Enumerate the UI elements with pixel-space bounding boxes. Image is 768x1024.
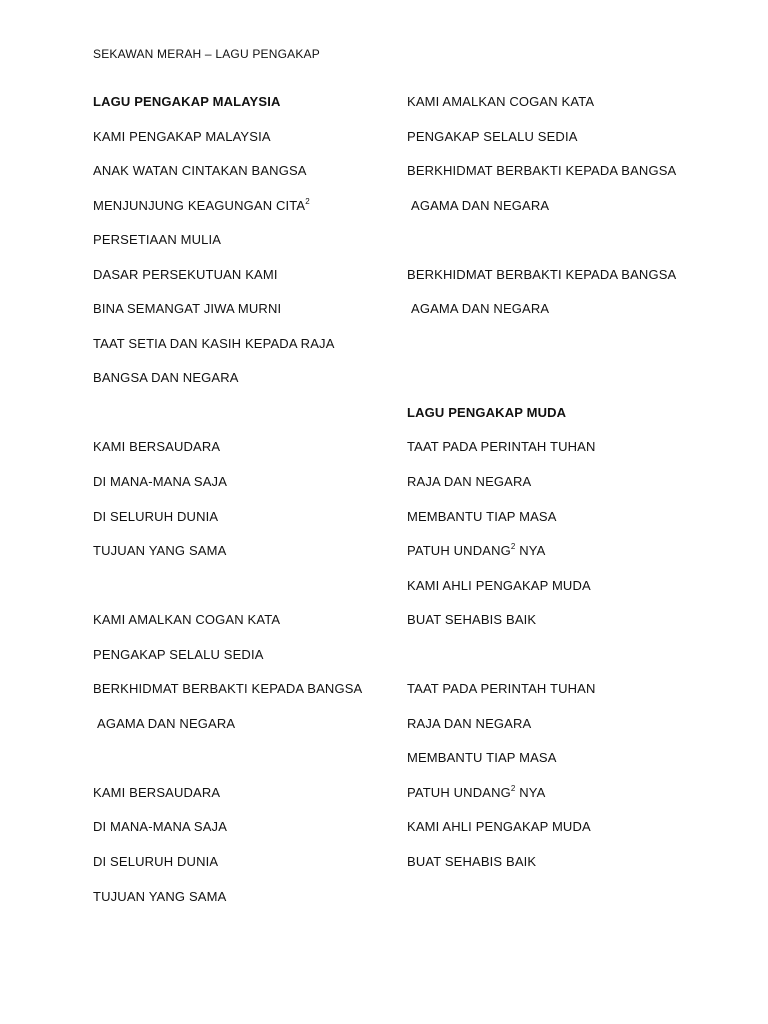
lyric-line xyxy=(93,509,393,544)
lyric-text: RAJA DAN NEGARA xyxy=(407,715,532,731)
lyric-line xyxy=(93,198,393,233)
song-title xyxy=(407,405,727,440)
lyric-line xyxy=(93,129,393,164)
lyric-text: PERSETIAAN MULIA xyxy=(93,232,222,248)
right-column xyxy=(407,94,727,889)
lyric-text: KAMI PENGAKAP MALAYSIA xyxy=(93,128,271,144)
lyric-line xyxy=(407,750,727,785)
lyric-text: PATUH UNDANG xyxy=(407,543,511,559)
superscript-marker: 2 xyxy=(510,542,516,552)
lyric-text: BUAT SEHABIS BAIK xyxy=(407,854,537,870)
song-title xyxy=(93,94,393,129)
lyric-line xyxy=(407,612,727,647)
lyric-text: KAMI AHLI PENGAKAP MUDA xyxy=(407,819,591,835)
lyric-line xyxy=(93,681,393,716)
lyric-line xyxy=(407,819,727,854)
lyric-line xyxy=(93,267,393,302)
lyric-line xyxy=(93,819,393,854)
lyric-line xyxy=(93,889,393,924)
blank-line xyxy=(407,370,727,405)
lyric-text: BERKHIDMAT BERBAKTI KEPADA BANGSA xyxy=(93,681,363,697)
lyric-line xyxy=(407,681,727,716)
lyric-line xyxy=(407,267,727,302)
lyric-line xyxy=(407,543,727,578)
lyric-line xyxy=(407,509,727,544)
blank-line xyxy=(93,405,393,440)
left-column xyxy=(93,94,393,923)
blank-line xyxy=(407,232,727,267)
lyric-line xyxy=(407,439,727,474)
lyric-line xyxy=(407,578,727,613)
lyric-line xyxy=(93,336,393,371)
lyric-text: PENGAKAP SELALU SEDIA xyxy=(93,646,264,662)
lyric-line xyxy=(93,785,393,820)
lyric-line xyxy=(93,647,393,682)
lyric-line xyxy=(93,854,393,889)
lyric-line xyxy=(407,785,727,820)
lyric-text: BERKHIDMAT BERBAKTI KEPADA BANGSA xyxy=(407,266,677,282)
lyric-line xyxy=(93,612,393,647)
lyric-line xyxy=(407,198,727,233)
lyric-line xyxy=(407,854,727,889)
lyric-text: TUJUAN YANG SAMA xyxy=(93,543,227,559)
lyric-text: DI SELURUH DUNIA xyxy=(93,854,219,870)
lyric-text: LAGU PENGAKAP MALAYSIA xyxy=(93,94,281,109)
lyric-text: MEMBANTU TIAP MASA xyxy=(407,508,557,524)
lyric-text: MEMBANTU TIAP MASA xyxy=(407,750,557,766)
lyric-text: LAGU PENGAKAP MUDA xyxy=(407,404,567,420)
lyric-line xyxy=(93,370,393,405)
lyric-text: DI MANA-MANA SAJA xyxy=(93,474,228,490)
lyric-text: KAMI AHLI PENGAKAP MUDA xyxy=(407,577,591,593)
lyric-line xyxy=(93,474,393,509)
superscript-marker: 2 xyxy=(510,783,516,793)
lyric-line xyxy=(407,129,727,164)
blank-line xyxy=(407,647,727,682)
lyric-text-suffix: NYA xyxy=(515,543,546,559)
lyric-line xyxy=(407,474,727,509)
lyric-text: AGAMA DAN NEGARA xyxy=(411,301,550,317)
lyric-line xyxy=(93,716,393,751)
lyric-text: DASAR PERSEKUTUAN KAMI xyxy=(93,266,278,282)
lyric-line xyxy=(93,439,393,474)
lyric-text: KAMI AMALKAN COGAN KATA xyxy=(407,94,595,109)
lyric-text: BERKHIDMAT BERBAKTI KEPADA BANGSA xyxy=(407,163,677,179)
superscript-marker: 2 xyxy=(305,196,310,206)
lyric-line xyxy=(407,94,727,129)
blank-line xyxy=(93,750,393,785)
lyric-line xyxy=(93,543,393,578)
blank-line xyxy=(407,336,727,371)
lyric-text: TAAT PADA PERINTAH TUHAN xyxy=(407,439,596,455)
lyric-text: KAMI BERSAUDARA xyxy=(93,784,221,800)
lyric-text: BANGSA DAN NEGARA xyxy=(93,370,239,386)
lyric-text: AGAMA DAN NEGARA xyxy=(97,715,236,731)
lyric-text: PATUH UNDANG xyxy=(407,784,511,800)
lyric-text: AGAMA DAN NEGARA xyxy=(411,197,550,213)
lyric-line xyxy=(407,716,727,751)
lyric-text: ANAK WATAN CINTAKAN BANGSA xyxy=(93,163,307,179)
lyric-line xyxy=(407,163,727,198)
lyric-text: BINA SEMANGAT JIWA MURNI xyxy=(93,301,282,317)
lyric-text: TAAT SETIA DAN KASIH KEPADA RAJA xyxy=(93,335,335,351)
lyric-text: BUAT SEHABIS BAIK xyxy=(407,612,537,628)
lyric-text: TAAT PADA PERINTAH TUHAN xyxy=(407,681,596,697)
lyric-line xyxy=(407,301,727,336)
lyric-text-suffix: NYA xyxy=(515,784,546,800)
lyric-line xyxy=(93,301,393,336)
lyric-text: PENGAKAP SELALU SEDIA xyxy=(407,128,578,144)
lyric-text: TUJUAN YANG SAMA xyxy=(93,888,227,904)
blank-line xyxy=(93,578,393,613)
lyric-text: KAMI BERSAUDARA xyxy=(93,439,221,455)
lyric-text: MENJUNJUNG KEAGUNGAN CITA xyxy=(93,197,306,213)
lyric-line xyxy=(93,232,393,267)
lyric-line xyxy=(93,163,393,198)
lyric-text: RAJA DAN NEGARA xyxy=(407,474,532,490)
document-header: SEKAWAN MERAH – LAGU PENGAKAP xyxy=(93,47,320,61)
lyric-text: KAMI AMALKAN COGAN KATA xyxy=(93,612,281,628)
lyric-text: DI MANA-MANA SAJA xyxy=(93,819,228,835)
lyric-text: DI SELURUH DUNIA xyxy=(93,508,219,524)
